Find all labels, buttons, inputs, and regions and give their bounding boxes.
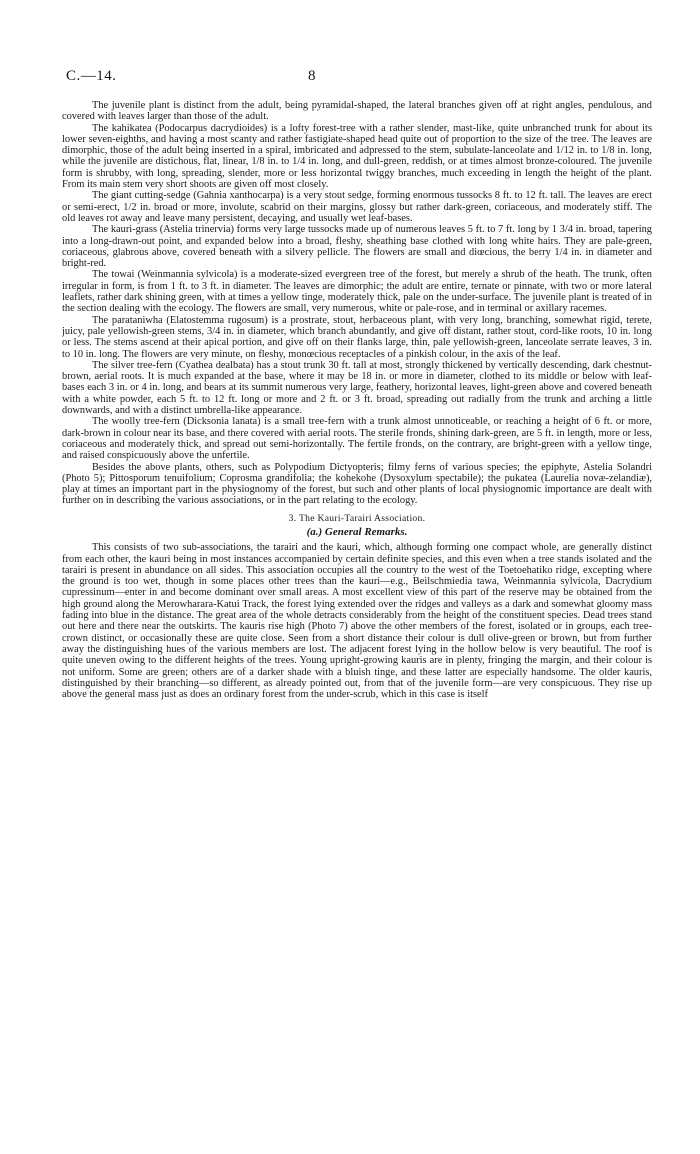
paragraph-silver-tree-fern: The silver tree-fern (Cyathea dealbata) has a stout trunk 30 ft. tall at most, strongly thickened by vertically descending, dark chestnut-brown, aerial roots. It is much expanded at the base, where it may be 18 in. or more in diameter, clothed to its middle or below with leaf-bases each 3 in. or 4 in. long, and bears at its summit numerous very large, feathery, horizontal leaves, light-green above and covered beneath with a white powder, each 5 ft. to 12 ft. long or more and 2 ft. or 3 ft. broad, spreading out radially from the trunk and arching a little downwards, and with a distinct umbrella-like appearance. (62, 359, 652, 417)
paragraph-juvenile-plant: The juvenile plant is distinct from the adult, being pyramidal-shaped, the lateral branches given off at right angles, pendulous, and covered with leaves larger than those of the adult. (62, 100, 652, 123)
section-heading: 3. The Kauri-Tarairi Association. (288, 512, 426, 524)
page-number: 8 (308, 68, 316, 84)
running-header (66, 68, 652, 88)
body-text (62, 100, 652, 700)
document-code: C.—14. (66, 68, 117, 84)
paragraph-association: This consists of two sub-associations, the tarairi and the kauri, which, although forming one compact whole, are generally distinct from each other, the kauri being in most instances accompanied by certain definite species, and this even when a tree stands isolated and the tarairi is present in abundance on all sides. This association occupies all the country to the west of the Toetoehatiko ridge, excepting where the ground is too wet, though in some places other trees than the kauri—e.g., Beilschmiedia tawa, Weinmannia sylvicola, Dacrydium cupressinum—enter in and become dominant over small areas. A most excellent view of this part of the reserve may be obtained from the high ground along the Merowharara-Katui Track, the forest lying extended over the ridges and valleys as a dark and somewhat gloomy mass fading into blue in the distance. The great area of the whole detracts considerably from the height of the constituent species. Dead trees stand out here and there near the outskirts. The kauris rise high (Photo 7) above the other members of the forest, isolated or in groups, each tree-crown distinct, or occasionally these are quite close. Seen from a short distance their colour is dull olive-green or brown, but from further away the distinguishing hues of the various members are lost. The adjacent forest lying in the hollow below is very beautiful. The roof is quite uneven owing to the different heights of the trees. Young upright-growing kauris are in plenty, fringing the margin, and their colour is not uniform. Some are green; others are of a darker shade with a bluish tinge, and these latter are especially handsome. The older kauris, distinguished by their branching—so different, as already pointed out, from that of the juvenile form—are very conspicuous. They rise up above the general mass just as does an ordinary forest from the under-scrub, which in this case is itself (62, 542, 652, 701)
paragraph-parataniwha: The parataniwha (Elatostemma rugosum) is a prostrate, stout, herbaceous plant, with very long, branching, somewhat rigid, terete, juicy, pale yellowish-green stems, 3/4 in. in diameter, which branch abundantly, and give off distant, rather stout, cord-like roots, 10 in. long or less. The stems ascend at their apical portion, and give off on their flanks large, thin, pale yellowish-green, lanceolate serrate leaves, 3 in. to 10 in. long. The flowers are very minute, on fleshy, monœcious receptacles of a pinkish colour, in the axis of the leaf. (62, 314, 652, 360)
paragraph-kahikatea: The kahikatea (Podocarpus dacrydioides) is a lofty forest-tree with a rather slender, mast-like, quite unbranched trunk for about its lower seven-eighths, and having a most scanty and rather fastigiate-shaped head quite out of proportion to the size of the tree. The leaves are dimorphic, those of the adult being inserted in a spiral, imbricated and adpressed to the stem, subulate-lanceolate and 1/12 in. to 1/8 in. long, while the juvenile are distichous, flat, linear, 1/8 in. to 1/4 in. long, and dull-green, reddish, or at times almost bronze-coloured. The juvenile form is shrubby, with long, spreading, slender, more or less horizontal twiggy branches, much exceeding in length the height of the plant. From its main stem very short shoots are given off most closely. (62, 122, 652, 191)
section-subheading: (a.) General Remarks. (306, 525, 408, 538)
paragraph-other-plants: Besides the above plants, others, such as Polypodium Dictyopteris; filmy ferns of various species; the epiphyte, Astelia Solandri (Photo 5); Pittosporum tenuifolium; Coprosma grandifolia; the kohekohe (Dysoxylum spectabile); the pukatea (Laurelia novæ-zelandiæ), play at times an important part in the physiognomy of the forest, but such and other plants of local physiognomic importance are dealt with further on in describing the various associations, or in the part relating to the ecology. (62, 461, 652, 507)
paragraph-woolly-tree-fern: The woolly tree-fern (Dicksonia lanata) is a small tree-fern with a trunk almost unnoticeable, or reaching a height of 6 ft. or more, dark-brown in colour near its base, and there covered with aerial roots. The sterile fronds, shining dark-green, are 5 ft. in length, more or less, coriaceous and moderately thick, and spread out semi-horizontally. The fertile fronds, on the contrary, are bright-green with a yellow tinge, and raised conspicuously above the unfertile. (62, 416, 652, 462)
paragraph-towai: The towai (Weinmannia sylvicola) is a moderate-sized evergreen tree of the forest, but merely a shrub of the heath. The trunk, often irregular in form, is from 1 ft. to 3 ft. in diameter. The leaves are dimorphic; the adult are entire, ternate or pinnate, with two or more lateral leaflets, rather dark shining green, with at times a yellow tinge, moderately thick, pale on the under-surface. The juvenile plant is treated of in the section dealing with the ecology. The flowers are small, very numerous, white or pale-rose, and in terminal or axillary racemes. (62, 269, 652, 315)
paragraph-kauri-grass: The kauri-grass (Astelia trinervia) forms very large tussocks made up of numerous leaves 5 ft. to 7 ft. long by 1 3/4 in. broad, tapering into a long-drawn-out point, and expanded below into a broad, fleshy, sheathing base clothed with long white hairs. They are pale-green, coriaceous, glabrous above, covered beneath with a silvery pellicle. The flowers are small and diœcious, the berry 1/4 in. in diameter and bright-red. (62, 224, 652, 270)
paragraph-cutting-sedge: The giant cutting-sedge (Gahnia xanthocarpa) is a very stout sedge, forming enormous tussocks 8 ft. to 12 ft. tall. The leaves are erect or semi-erect, 1/2 in. broad or more, involute, scabrid on their margins, glossy but rather dark-green, coriaceous, and moderately stiff. The old leaves rot away and leave many persistent, decaying, and usually wet leaf-bases. (62, 190, 652, 224)
